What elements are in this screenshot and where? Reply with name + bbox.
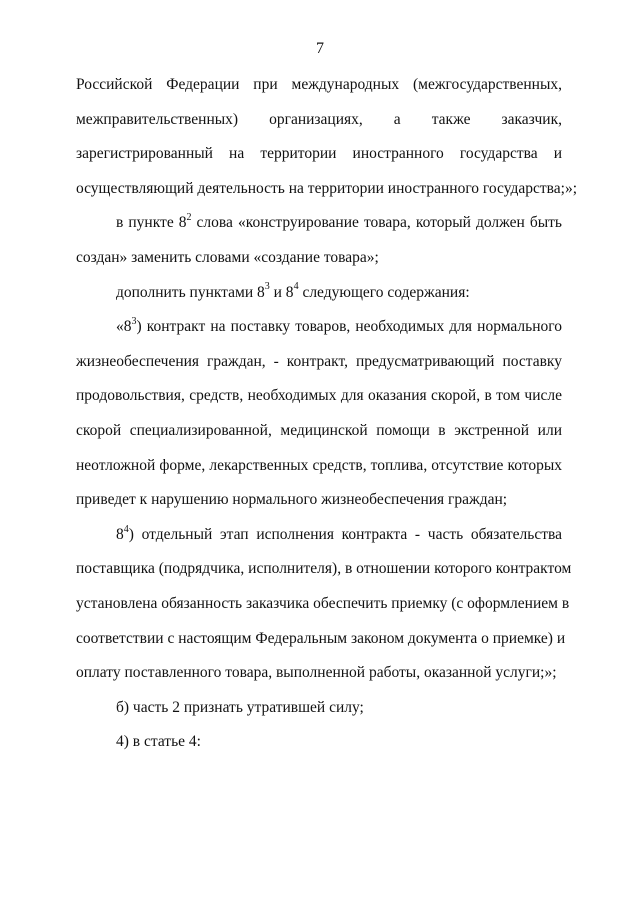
text-fragment: дополнить пунктами 8 [116, 283, 265, 301]
superscript: 4 [293, 281, 299, 293]
paragraph-line [76, 282, 562, 317]
text-fragment: следующего содержания: [298, 283, 470, 301]
text-line: оплату поставленного товара, выполненной работы, оказанной услуги;»; [76, 664, 557, 682]
page-number: 7 [316, 40, 324, 57]
document-body [76, 74, 578, 766]
text-line: зарегистрированный на территории иностранного государства и [76, 145, 562, 163]
paragraph-line: 4) в статье 4: [116, 733, 201, 751]
text-line: поставщика (подрядчика, исполнителя), в отношении которого контрактом [76, 560, 572, 578]
superscript: 2 [186, 212, 192, 224]
text-fragment: ) контракт на поставку товаров, необходимых для нормального [136, 318, 562, 336]
paragraph-line: б) часть 2 признать утратившей силу; [116, 698, 364, 716]
text-line: жизнеобеспечения граждан, - контракт, предусматривающий поставку [76, 352, 562, 370]
text-line: осуществляющий деятельность на территории иностранного государства;»; [76, 179, 578, 197]
paragraph-line [76, 212, 562, 247]
text-fragment: и 8 [269, 283, 294, 301]
superscript: 3 [264, 281, 270, 293]
text-fragment: в пункте 8 [116, 214, 187, 232]
text-line: продовольствия, средств, необходимых для оказания скорой, в том числе [76, 387, 562, 405]
text-line: неотложной форме, лекарственных средств, топлива, отсутствие которых [76, 456, 562, 474]
text-line: межправительственных) организациях, а также заказчик, [76, 110, 562, 128]
superscript: 3 [131, 316, 137, 327]
text-fragment: 8 [116, 525, 124, 543]
text-line: Российской Федерации при международных (межгосударственных, [76, 76, 562, 93]
text-line: скорой специализированной, медицинской помощи в экстренной или [76, 421, 562, 439]
text-fragment: слова «конструирование товара, который должен быть [191, 214, 562, 232]
superscript: 4 [123, 523, 129, 535]
text-line: соответствии с настоящим Федеральным законом документа о приемке) и [76, 629, 566, 647]
text-line: установлена обязанность заказчика обеспечить приемку (с оформлением в [76, 594, 570, 612]
text-line: приведет к нарушению нормального жизнеобеспечения граждан; [76, 491, 508, 509]
paragraph-line [76, 316, 562, 351]
paragraph-line [76, 524, 562, 559]
text-fragment: ) отдельный этап исполнения контракта - часть обязательства [128, 525, 562, 543]
text-line: создан» заменить словами «создание товара»; [76, 248, 379, 266]
text-fragment: «8 [116, 318, 132, 336]
